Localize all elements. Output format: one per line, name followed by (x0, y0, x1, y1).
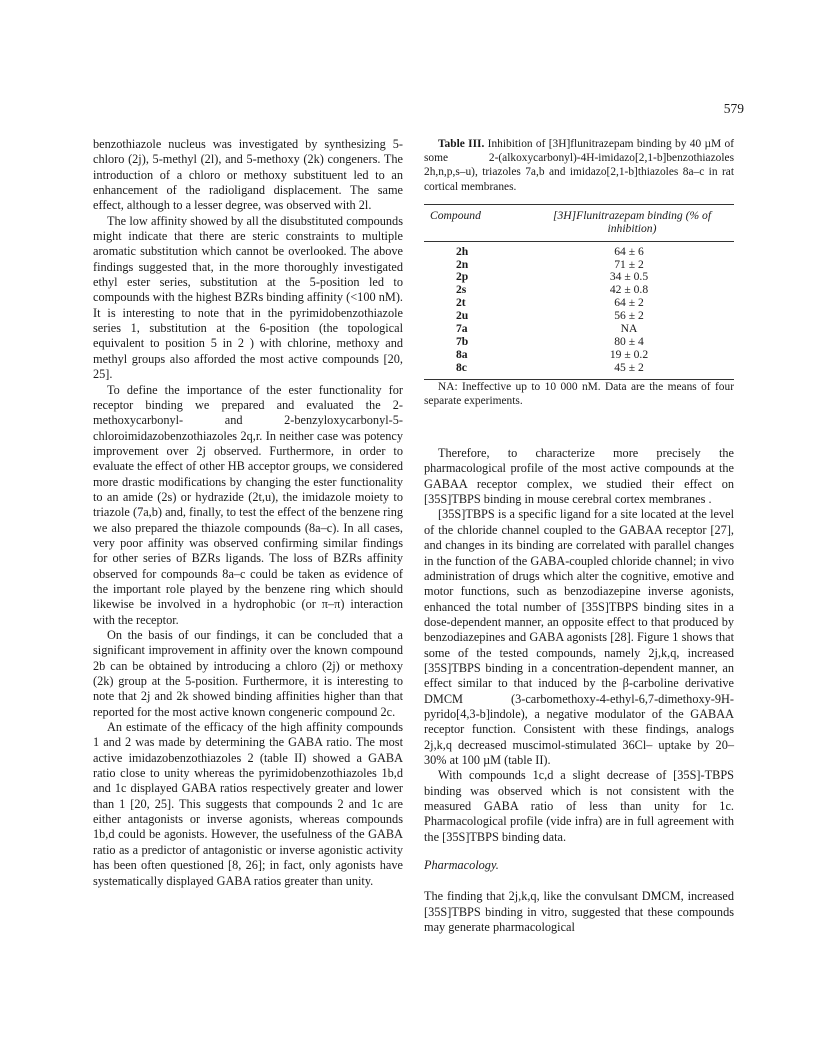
compound-cell: 2n (456, 257, 469, 271)
binding-value-cell: 42 ± 0.8 (609, 283, 649, 297)
binding-value-cell: 19 ± 0.2 (609, 347, 649, 361)
table-row (424, 284, 734, 297)
table-caption-text: Inhibition of [3H]flunitrazepam binding by 40 µM of some 2-(alkoxycarbonyl)-4H-imidazo[2,1-b]benzothiazoles 2h,n,p,s–u), triazoles 7a,b and imidazo[2,1-b]thiazoles 8a–c in rat cortical membranes. (424, 138, 735, 193)
compound-cell: 7a (456, 322, 468, 336)
paragraph: [35S]TBPS is a specific ligand for a site located at the level of the chloride channel coupled to the GABAA receptor [27], and changes in its binding are correlated with parallel changes in the function of the GABA-coupled chloride channel; in vivo administration of drugs which alter the cognitive, emotive and motor functions, such as benzodiazepine inverse agonists, enhanced the total number of [35S]TBPS binding sites in a dose-dependent manner, an opposite effect to that produced by benzodiazepines and GABA agonists [28]. Figure 1 shows that some of the tested compounds, namely 2j,k,q, increased [35S]TBPS binding in a concentration-dependent manner, an effect similar to that induced by the β-carboline derivative DMCM (3-carbomethoxy-4-ethyl-6,7-dimethoxy-9H-pyrido[4,3-b]indole), a negative modulator of the GABAA receptor function. Consistent with these findings, analogs 2j,k,q decreased muscimol-stimulated 36Cl– uptake by 20–30% at 100 µM (table II). (424, 507, 734, 767)
compound-cell: 2u (456, 309, 469, 323)
paragraph: An estimate of the efficacy of the high affinity compounds 1 and 2 was made by determining the GABA ratio. The most active imidazobenzothiazoles 2 (table II) showed a GABA ratio close to unity whereas the pyrimidobenzothiazoles 1b,d and 1c displayed GABA ratios respectively greater and lower than 1 [20, 25]. This suggests that compounds 2 and 1c are either antagonists or inverse agonists, whereas compounds 1b,d could be agonists. However, the usefulness of the GABA ratio as a predictor of antagonistic or inverse agonistic activity has been often questioned [8, 26]; in fact, only agonists have systematically displayed GABA ratios greater than unity. (93, 720, 403, 888)
table-note: NA: Ineffective up to 10 000 nM. Data are the means of four separate experiments. (424, 380, 734, 407)
table-row (424, 323, 734, 336)
page-number: 579 (723, 101, 744, 116)
binding-value-cell: NA (620, 322, 638, 336)
table-row (424, 336, 734, 349)
paragraph: The low affinity showed by all the disubstituted compounds might indicate that there are steric constraints to multiple aromatic substitution which cannot be overlooked. The above findings suggested that, in the more thoroughly investigated ethyl ester series, substitution at the 5-position led to compounds with the highest BZRs binding affinity (<100 nM). It is interesting to note that in the pyrimidobenzothiazole series 1, substitution at the 6-position (the topological equivalent to position 5 in 2 ) with chlorine, methoxy and methyl groups also afforded the most active compounds [20, 25]. (93, 213, 403, 382)
table-row (424, 297, 734, 310)
paragraph: benzothiazole nucleus was investigated by synthesizing 5-chloro (2j), 5-methyl (2l), and 5-methoxy (2k) congeners. The introduction of a chloro or methoxy substituent led to an enhancement of the radioligand displacement. The same effect, although to a lesser degree, was observed with 2l. (93, 137, 403, 213)
table-row (424, 362, 734, 379)
paragraph: Therefore, to characterize more precisely the pharmacological profile of the most active compounds at the GABAA receptor complex, we studied their effect on [35S]TBPS binding in mouse cerebral cortex membranes . (424, 446, 734, 507)
table-row (424, 271, 734, 284)
binding-value-cell: 64 ± 6 (614, 244, 644, 258)
paragraph: With compounds 1c,d a slight decrease of [35S]-TBPS binding was observed which is not consistent with the measured GABA ratio of less than unity for 1c. Pharmacological profile (vide infra) are in full agreement with the [35S]TBPS binding data. (424, 768, 734, 844)
table-row (424, 310, 734, 323)
table-row (424, 259, 734, 272)
binding-value-cell: 34 ± 0.5 (609, 270, 649, 284)
compound-cell: 8a (456, 347, 468, 361)
header-binding: [3H]Flunitrazepam binding (% of inhibition) (530, 204, 734, 241)
header-compound: Compound (424, 204, 530, 241)
table-caption-label: Table III. (438, 138, 485, 150)
section-heading: Pharmacology. (424, 858, 499, 873)
right-column (424, 137, 734, 935)
compound-cell: 8c (424, 362, 530, 379)
table-row (424, 241, 734, 258)
compound-cell: 2s (456, 283, 467, 297)
binding-value-cell: 45 ± 2 (530, 362, 734, 379)
left-column (93, 137, 403, 889)
paragraph: To define the importance of the ester functionality for receptor binding we prepared and evaluated the 2-methoxycarbonyl- and 2-benzyloxycarbonyl-5-chloroimidazobenzothiazoles 2q,r. In neither case was potency improvement over 2j observed. Furthermore, in order to evaluate the effect of other HB acceptor groups, we considered more drastic modifications by changing the ester functionality to an amide (2s) or hydrazide (2t,u), the imidazole moiety to triazole (7a,b) and, finally, to test the effect of the benzene ring we also prepared the thiazole compounds (8a–c). In all cases, very poor affinity was observed confirming similar findings for other series of BZRs ligands. The loss of BZRs affinity observed for compounds 8a–c could be taken as evidence of the important role played by the benzene ring which should likewise be involved in a hydrophobic (or π–π) interaction with the receptor. (93, 382, 403, 627)
compound-cell: 2h (456, 244, 469, 258)
paragraph: The finding that 2j,k,q, like the convulsant DMCM, increased [35S]TBPS binding in vitro, suggested that these compounds may generate pharmacological (424, 889, 734, 935)
paragraph: On the basis of our findings, it can be concluded that a significant improvement in affinity over the known compound 2b can be obtained by introducing a chloro (2j) or methoxy (2k) group at the 5-position. Furthermore, it is interesting to note that 2j and 2k showed binding affinities higher than that reported for the most active known congeneric compound 2c. (93, 628, 403, 719)
binding-value-cell: 71 ± 2 (614, 257, 644, 271)
inhibition-table (424, 204, 734, 380)
table-row (424, 349, 734, 362)
binding-value-cell: 64 ± 2 (614, 296, 644, 310)
binding-value-cell: 80 ± 4 (614, 334, 644, 348)
binding-value-cell: 56 ± 2 (614, 309, 644, 323)
compound-cell: 2t (456, 296, 466, 310)
table-caption (424, 137, 734, 194)
compound-cell: 7b (456, 334, 469, 348)
compound-cell: 2p (456, 270, 469, 284)
